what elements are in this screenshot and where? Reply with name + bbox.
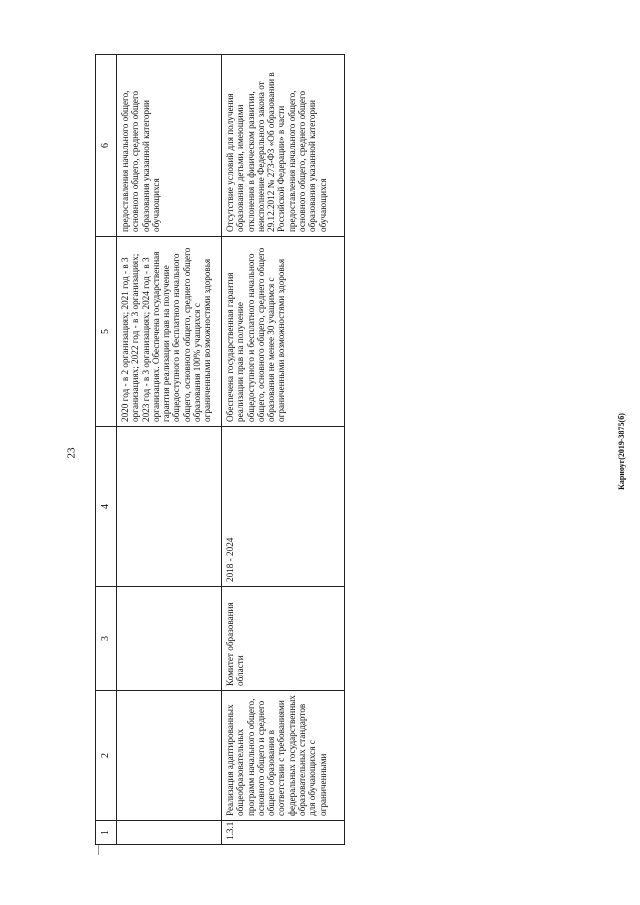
cell-executor (117, 587, 222, 691)
cell-consequence: предоставления начального общего, основного общего, среднего общего образования указанной категории обучающихся (117, 55, 222, 237)
header-col-6: 6 (96, 55, 117, 237)
cell-number: 1.3.1 (222, 821, 345, 845)
header-col-5: 5 (96, 237, 117, 427)
scan-mark (98, 845, 99, 855)
cell-consequence: Отсутствие условий для получения образования детьми, имеющими отклонения в физическом развитии, неисполнение Федерального закона от 29.12.2012 № 273-ФЗ «Об образовании в Российской Федерации» в части предоставления начального общего, основного общего, среднего общего образования указанной категории обучающихся (222, 55, 345, 237)
page-number: 23 (65, 447, 78, 459)
header-col-3: 3 (96, 587, 117, 691)
cell-activity (117, 691, 222, 821)
table-row (117, 55, 222, 845)
table-row (222, 55, 345, 845)
cell-period: 2018 - 2024 (222, 427, 345, 587)
document-code: Кариоуг(2019-3875(б) (616, 413, 626, 490)
header-col-1: 1 (96, 821, 117, 845)
header-col-2: 2 (96, 691, 117, 821)
plan-table (95, 54, 345, 845)
header-row (96, 55, 117, 845)
cell-result: Обеспечена государственная гарантия реализации прав на получение общедоступного и бесплатного начального общего, основного общего, среднего общего образования не менее 30 учащимся с ограниченными возможностями здоровья (222, 237, 345, 427)
main-table-area (95, 55, 345, 845)
cell-number (117, 821, 222, 845)
cell-executor: Комитет образования области (222, 587, 345, 691)
cell-period (117, 427, 222, 587)
cell-result: 2020 год - в 2 организациях; 2021 год - в 3 организациях; 2022 год - в 3 организациях; 2023 год - в 3 организациях; 2024 год - в 3 организациях. Обеспечена государственная гарантия реализации прав на получение общедоступного и бесплатного начального общего, основного общего, среднего общего образования 100% учащихся с ограниченными возможностями здоровья (117, 237, 222, 427)
cell-activity: Реализация адаптированных общеобразовательных программ начального общего, основного общего и среднего общего образования в соответствии с требованиями федеральных государственных образовательных стандартов для обучающихся с ограниченными (222, 691, 345, 821)
header-col-4: 4 (96, 427, 117, 587)
